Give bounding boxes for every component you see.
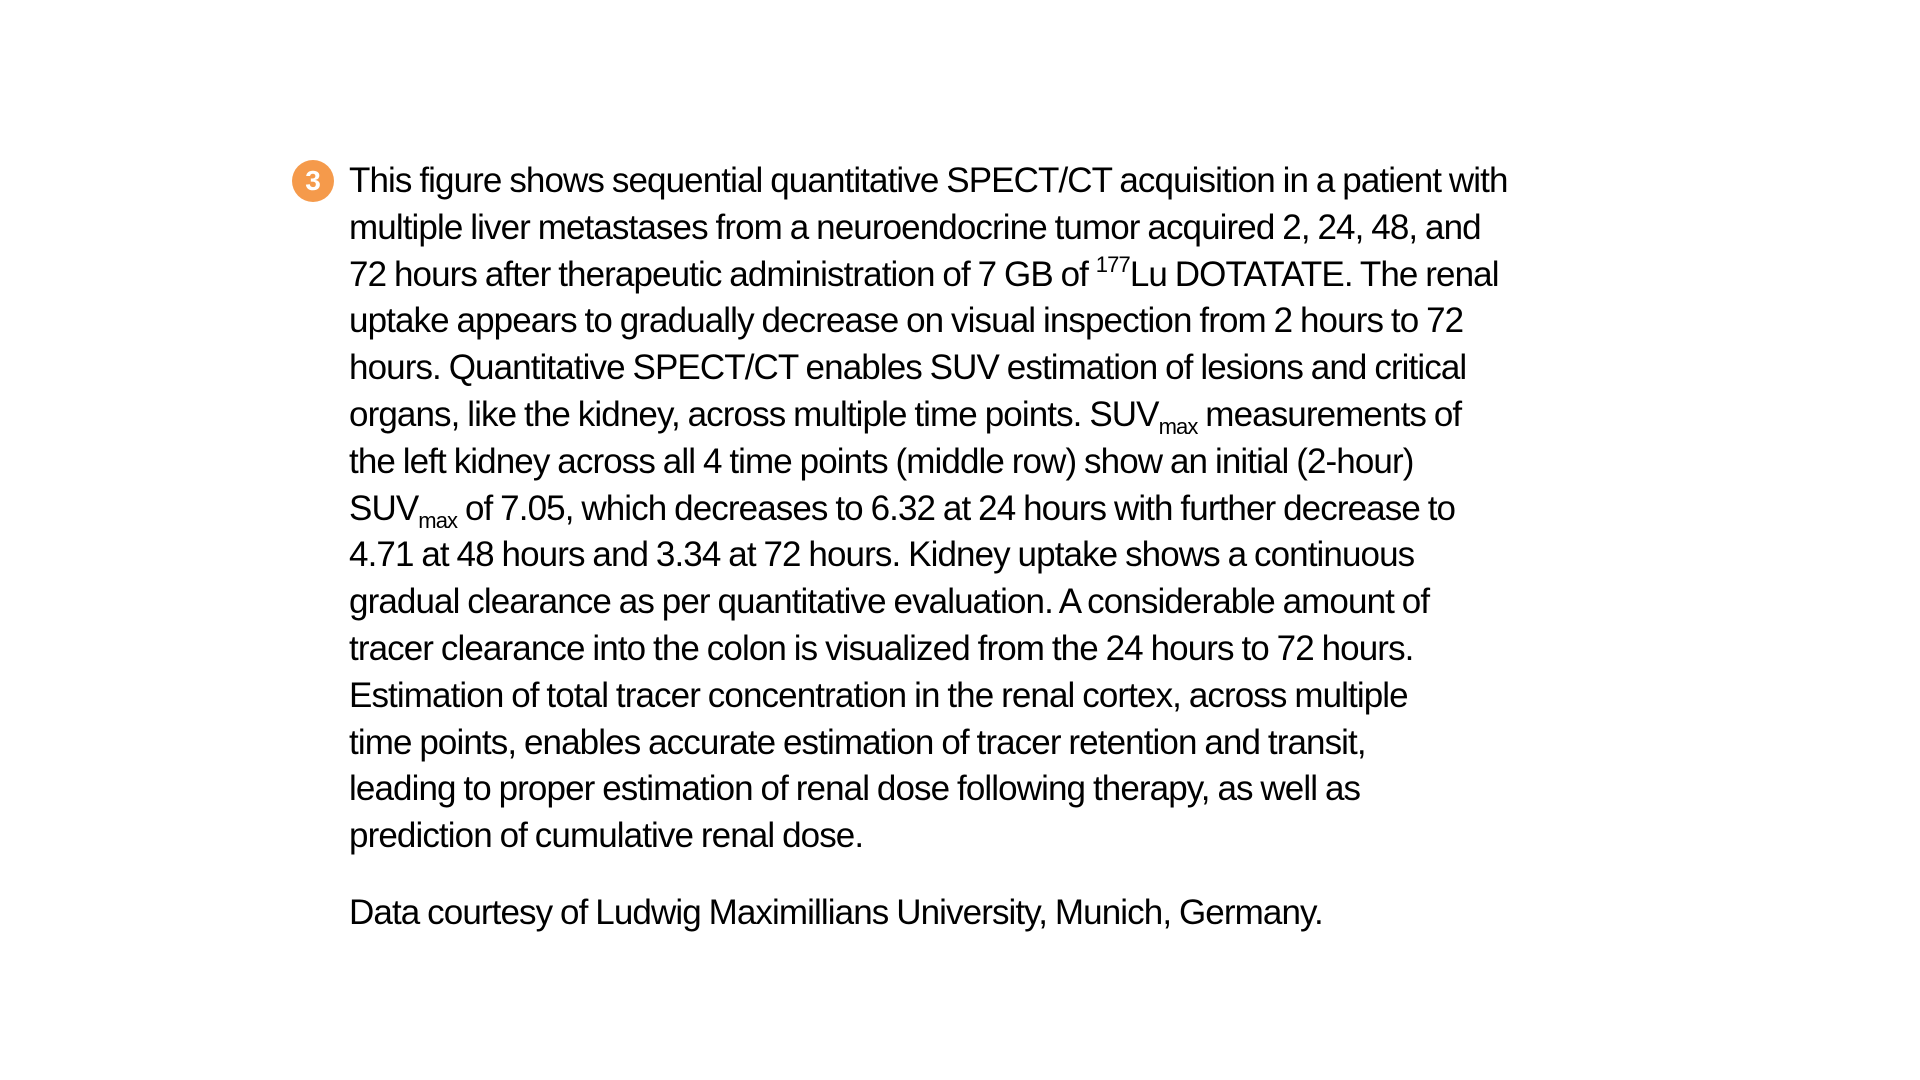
- paragraph-line: multiple liver metastases from a neuroendocrine tumor acquired 2, 24, 48, and: [349, 207, 1481, 247]
- line-segment: SUV: [349, 488, 419, 528]
- paragraph-line: tracer clearance into the colon is visualized from the 24 hours to 72 hours.: [349, 628, 1414, 668]
- paragraph-line: hours. Quantitative SPECT/CT enables SUV estimation of lesions and critical: [349, 348, 1467, 388]
- paragraph-line: [349, 392, 1649, 439]
- paragraph-spacer: [349, 860, 1649, 890]
- paragraph-line: prediction of cumulative renal dose.: [349, 816, 864, 856]
- paragraph-line: time points, enables accurate estimation of tracer retention and transit,: [349, 722, 1366, 762]
- paragraph-line: [349, 486, 1649, 533]
- suv-max-subscript: max: [1158, 413, 1198, 439]
- paragraph-line: uptake appears to gradually decrease on visual inspection from 2 hours to 72: [349, 301, 1464, 341]
- paragraph-line: the left kidney across all 4 time points (middle row) show an initial (2-hour): [349, 441, 1414, 481]
- paragraph-line: gradual clearance as per quantitative evaluation. A considerable amount of: [349, 582, 1430, 622]
- data-credit-line: Data courtesy of Ludwig Maximillians University, Munich, Germany.: [349, 892, 1323, 932]
- description-text-block: [349, 158, 1649, 937]
- line-segment: Lu DOTATATE. The renal: [1129, 254, 1499, 294]
- line-segment: measurements of: [1197, 394, 1462, 434]
- paragraph-line: leading to proper estimation of renal dose following therapy, as well as: [349, 769, 1361, 809]
- paragraph-line: This figure shows sequential quantitative SPECT/CT acquisition in a patient with: [349, 161, 1508, 200]
- paragraph-line: [349, 252, 1649, 299]
- paragraph-line: Estimation of total tracer concentration in the renal cortex, across multiple: [349, 675, 1408, 715]
- suv-max-subscript: max: [418, 507, 458, 533]
- line-segment: of 7.05, which decreases to 6.32 at 24 hours with further decrease to: [457, 488, 1456, 528]
- paragraph-line: 4.71 at 48 hours and 3.34 at 72 hours. Kidney uptake shows a continuous: [349, 535, 1415, 575]
- line-segment: organs, like the kidney, across multiple time points. SUV: [349, 394, 1159, 434]
- isotope-superscript: 177: [1095, 251, 1130, 277]
- line-segment: 72 hours after therapeutic administration of 7 GB of: [349, 254, 1096, 294]
- step-number-badge: 3: [292, 160, 334, 202]
